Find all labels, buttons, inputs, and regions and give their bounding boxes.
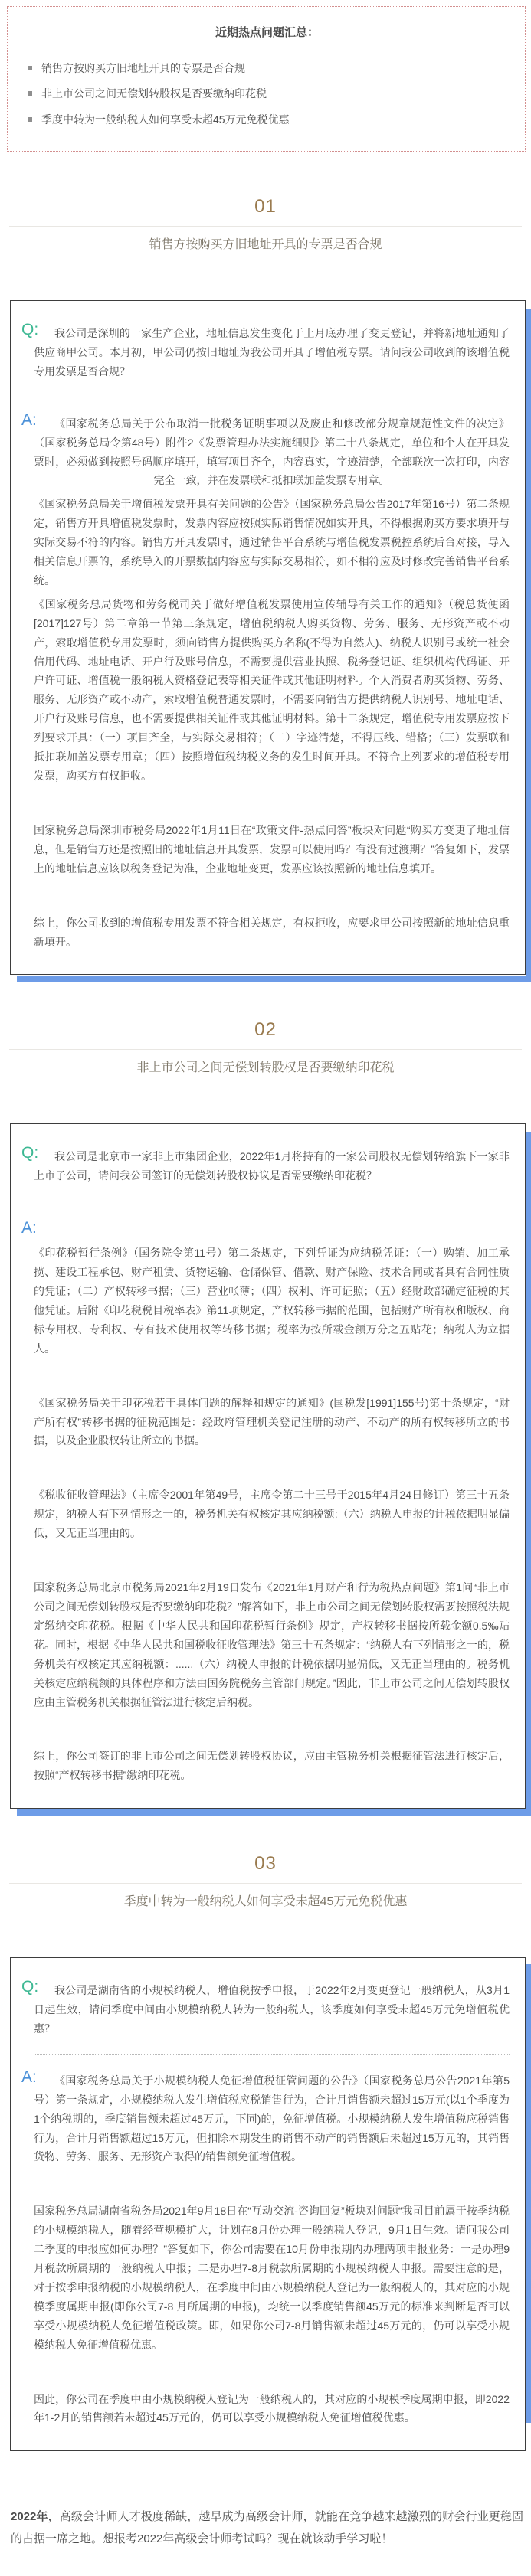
answer-paragraph: 综上，你公司收到的增值税专用发票不符合相关规定，有权拒收，应要求甲公司按照新的地址信息重新填开。	[34, 916, 510, 948]
list-item	[28, 60, 506, 77]
summary-title: 近期热点问题汇总：	[215, 26, 319, 39]
section-header	[0, 196, 531, 254]
question-label: Q:	[21, 320, 39, 338]
square-bullet-icon	[28, 66, 32, 70]
footer-promo-text	[11, 2506, 523, 2550]
summary-list	[28, 60, 506, 128]
list-item	[28, 85, 506, 102]
answer-paragraph: 《税收征收管理法》（主席令2001年第49号，主席令第二十三号于2015年4月24日修订）第三十五条规定，纳税人有下列情形之一的，税务机关有权核定其应纳税额:（六）纳税人申报的计税依据明显偏低，又无正当理由的。	[34, 1489, 510, 1540]
section-divider-line	[9, 226, 522, 227]
footer-promo-rest: ，高级会计师人才极度稀缺，越早成为高级会计师，就能在竞争越来越激烈的财会行业更稳固的占据一席之地。想报考2022年高级会计师考试吗？现在就该动手学习啦！	[11, 2510, 523, 2545]
section-title: 非上市公司之间无偿划转股权是否要缴纳印花税	[136, 1061, 395, 1075]
question-block	[21, 320, 510, 381]
list-item	[28, 111, 506, 128]
qa-card	[10, 1123, 526, 1809]
section-number: 02	[254, 1019, 277, 1041]
section-divider-line	[9, 1049, 522, 1050]
question-text: 我公司是北京市一家非上市集团企业，2022年1月将持有的一家公司股权无偿划转给旗下一家非上市子公司，请问我公司签订的无偿划转股权协议是否需要缴纳印花税？	[34, 1150, 510, 1182]
question-label: Q:	[21, 1144, 39, 1162]
qa-card	[10, 300, 526, 975]
answer-label: A:	[21, 1219, 37, 1237]
answer-label: A:	[21, 2068, 37, 2086]
answer-paragraph: 《国家税务局关于印花税若干具体问题的解释和规定的通知》(国税发[1991]155号)第十条规定，“财产所有权”转移书据的征税范围是：经政府管理机关登记注册的动产、不动产的所有权转移所立的书据，以及企业股权转让所立的书据。	[34, 1396, 510, 1447]
hot-topics-summary-box	[7, 6, 526, 152]
section-header	[0, 1019, 531, 1077]
answer-label: A:	[21, 410, 37, 429]
answer-block	[21, 1218, 510, 1785]
vertical-scrollbar-thumb[interactable]	[526, 309, 531, 982]
vertical-scrollbar-thumb[interactable]	[526, 1964, 531, 2423]
answer-block	[21, 2068, 510, 2428]
answer-text	[34, 2071, 510, 2428]
section-number: 01	[254, 196, 277, 217]
question-block	[21, 1978, 510, 2038]
section-number: 03	[254, 1853, 277, 1875]
answer-block	[21, 410, 510, 952]
section-title: 季度中转为一般纳税人如何享受未超45万元免税优惠	[123, 1895, 408, 1909]
question-text: 我公司是深圳的一家生产企业，地址信息发生变化于上月底办理了变更登记，并将新地址通知了供应商甲公司。本月初，甲公司仍按旧地址为我公司开具了增值税专票。请问我公司收到的该增值税专用发票是否合规？	[34, 326, 510, 378]
answer-paragraph: 《国家税务总局货物和劳务税司关于做好增值税发票使用宣传辅导有关工作的通知》（税总货便函[2017]127号）第二章第一节第三条规定，增值税纳税人购买货物、劳务、服务、无形资产或不动产，索取增值税专用发票时，须向销售方提供购买方名称(不得为自然人)、纳税人识别号或统一社会信用代码、地址电话、开户行及账号信息，不需要提供营业执照、税务登记证、组织机构代码证、开户许可证、增值税一般纳税人资格登记表等相关证件或其他证明材料。个人消费者购买货物、劳务、服务、无形资产或不动产，索取增值税普通发票时，不需要向销售方提供纳税人识别号、地址电话、开户行及账号信息，也不需要提供相关证件或其他证明材料。第十二条规定，增值税专用发票应按下列要求开具：（一）项目齐全，与实际交易相符；（二）字迹清楚，不得压线、错格；（三）发票联和抵扣联加盖发票专用章；（四）按照增值税纳税义务的发生时间开具。不符合上列要求的增值税专用发票，购买方有权拒收。	[34, 597, 510, 782]
answer-text	[34, 1244, 510, 1785]
answer-paragraph: 国家税务总局湖南省税务局2021年9月18日在“互动交流-咨询回复”板块对问题“我司目前属于按季纳税的小规模纳税人，随着经营规模扩大，计划在8月份办理一般纳税人登记，9月1日生效。请问我公司二季度的申报应如何办理？”答复如下，你公司需要在10月份申报期内办理两项申报业务：一是办理9月税款所属期的一般纳税人申报；二是办理7-8月税款所属期的小规模纳税人申报。需要注意的是，对于按季申报纳税的小规模纳税人，在季度中间由小规模纳税人登记为一般纳税人的，其对应的小规模季度属期申报(即你公司7-8 月所属期的申报)，均统一以季度销售额45万元的标准来判断是否可以享受小规模纳税人免征增值税政策。即，如果你公司7-8月销售额未超过45万元的，仍可以享受小规模纳税人免征增值税优惠。	[34, 2205, 510, 2351]
horizontal-scrollbar-thumb[interactable]	[17, 976, 531, 982]
vertical-scrollbar-thumb[interactable]	[526, 1132, 531, 1816]
section-title: 销售方按购买方旧地址开具的专票是否合规	[149, 237, 382, 251]
answer-paragraph: 《印花税暂行条例》（国务院令第11号）第二条规定，下列凭证为应纳税凭证：（一）购销、加工承揽、建设工程承包、财产租赁、货物运输、仓储保管、借款、财产保险、技术合同或者具有合同性质的凭证；（二）产权转移书据；（三）营业帐薄；（四）权利、许可证照；（五）经财政部确定征税的其他凭证。后附《印花税税目税率表》第11项规定，产权转移书据的范围，包括财产所有权和版权、商标专用权、专利权、专有技术使用权等转移书据；税率为按所载金额万分之五贴花；纳税人为立据人。	[34, 1247, 510, 1355]
section-divider-line	[9, 1883, 522, 1884]
answer-paragraph: 《国家税务总局关于小规模纳税人免征增值税征管问题的公告》（国家税务总局公告2021年第5号）第一条规定，小规模纳税人发生增值税应税销售行为，合计月销售额未超过15万元(以1个季度为1个纳税期的，季度销售额未超过45万元，下同)的，免征增值税。小规模纳税人发生增值税应税销售行为，合计月销售额超过15万元，但扣除本期发生的销售不动产的销售额后未超过15万元的，其销售货物、劳务、服务、无形资产取得的销售额免征增值税。	[34, 2074, 510, 2163]
answer-paragraph: 国家税务总局北京市税务局2021年2月19日发布《2021年1月财产和行为税热点问题》第1问“非上市公司之间无偿划转股权是否要缴纳印花税？”解答如下，非上市公司之间无偿划转股权需要按照税法规定缴纳交印花税。根据《中华人民共和国印花税暂行条例》规定，产权转移书据按所载金额0.5‰贴花。同时，根据《中华人民共和国税收征收管理法》第三十五条规定：“纳税人有下列情形之一的，税务机关有权核定其应纳税额：......（六）纳税人申报的计税依据明显偏低，又无正当理由的。税务机关核定应纳税额的具体程序和方法由国务院税务主管部门规定。”因此，非上市公司之间无偿划转股权应由主管税务机关根据征管法进行核定后纳税。	[34, 1581, 510, 1708]
section-header	[0, 1853, 531, 1911]
dotted-divider	[34, 2054, 510, 2055]
answer-text	[34, 414, 510, 952]
question-label: Q:	[21, 1978, 39, 1996]
square-bullet-icon	[28, 91, 32, 96]
summary-item-text: 非上市公司之间无偿划转股权是否要缴纳印花税	[41, 87, 267, 100]
summary-item-text: 销售方按购买方旧地址开具的专票是否合规	[41, 62, 245, 74]
question-block	[21, 1144, 510, 1185]
square-bullet-icon	[28, 117, 32, 122]
answer-paragraph: 综上，你公司签订的非上市公司之间无偿划转股权协议，应由主管税务机关根据征管法进行核定后，按照“产权转移书据”缴纳印花税。	[34, 1750, 510, 1782]
question-text: 我公司是湖南省的小规模纳税人，增值税按季申报，于2022年2月变更登记一般纳税人，从3月1日起生效，请问季度中间由小规模纳税人转为一般纳税人，该季度如何享受未超45万元免增值税优惠？	[34, 1984, 510, 2035]
summary-item-text: 季度中转为一般纳税人如何享受未超45万元免税优惠	[41, 113, 290, 126]
qa-card	[10, 1957, 526, 2451]
answer-paragraph: 《国家税务总局关于增值税发票开具有关问题的公告》（国家税务总局公告2017年第16号）第二条规定，销售方开具增值税发票时，发票内容应按照实际销售情况如实开具，不得根据购买方要求填开与实际交易不符的内容。销售方开具发票时，通过销售平台系统与增值税发票税控系统后台对接，导入相关信息开票的，系统导入的开票数据内容应与实际交易相符，如不相符应及时修改完善销售平台系统。	[34, 498, 510, 587]
answer-paragraph: 国家税务总局深圳市税务局2022年1月11日在“政策文件-热点问答”板块对问题“购买方变更了地址信息，但是销售方还是按照旧的地址信息开具发票，发票可以使用吗？有没有过渡期？”答复如下，发票上的地址信息应该以税务登记为准，企业地址变更，发票应该按照新的地址信息填开。	[34, 823, 510, 874]
horizontal-scrollbar-thumb[interactable]	[17, 1809, 531, 1816]
answer-paragraph: 因此，你公司在季度中由小规模纳税人登记为一般纳税人的，其对应的小规模季度属期申报，即2022年1-2月的销售额若未超过45万元的，仍可以享受小规模纳税人免征增值税优惠。	[34, 2392, 510, 2424]
footer-promo-lead: 2022年	[11, 2510, 48, 2524]
answer-paragraph: 《国家税务总局关于公布取消一批税务证明事项以及废止和修改部分规章规范性文件的决定》（国家税务总局令第48号）附件2《发票管理办法实施细则》第二十八条规定，单位和个人在开具发票时，必须做到按照号码顺序填开，填写项目齐全，内容真实，字迹清楚，全部联次一次打印，内容完全一致，并在发票联和抵扣联加盖发票专用章。	[34, 417, 510, 487]
